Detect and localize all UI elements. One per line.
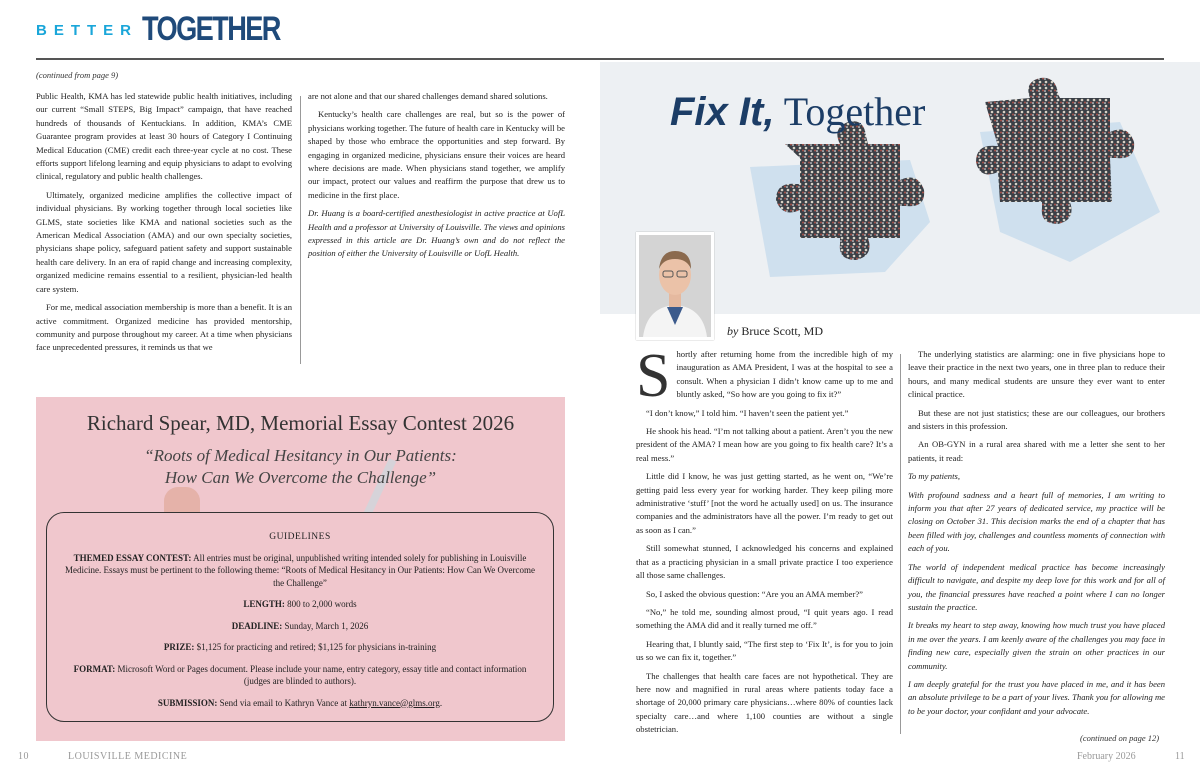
guideline-text: Send via email to Kathryn Vance at bbox=[219, 697, 350, 708]
guidelines-title: GUIDELINES bbox=[269, 532, 331, 542]
issue-date: February 2026 bbox=[1077, 751, 1136, 762]
page-number-right: 11 bbox=[1175, 751, 1185, 762]
guideline-text: . bbox=[439, 697, 443, 708]
guideline-submission bbox=[61, 697, 539, 710]
drop-cap: S bbox=[636, 342, 671, 410]
guideline-text: $1,125 for practicing and retired; $1,125 for physicians in-training bbox=[196, 642, 437, 652]
article-title bbox=[670, 88, 925, 135]
brand-better: BETTER bbox=[36, 22, 138, 39]
paragraph: But these are not just statistics; these are our colleagues, our brothers and sisters in this profession. bbox=[908, 407, 1165, 432]
guideline-deadline bbox=[61, 620, 539, 633]
title-rest: Together bbox=[774, 89, 926, 134]
column-divider bbox=[300, 96, 301, 364]
paragraph: are not alone and that our shared challenges demand shared solutions. bbox=[308, 91, 548, 101]
article-column-1 bbox=[36, 90, 292, 360]
letter-paragraph: It breaks my heart to step away, knowing how much trust you have placed in me over the years. I am keenly aware of the challenges you may face in finding new care, especially given the strain on other practices in our community. bbox=[908, 620, 1165, 671]
guidelines-box bbox=[46, 512, 554, 722]
paragraph: Kentucky’s health care challenges are real, but so is the power of physicians working together. The future of health care in Kentucky will be shaped by those who embrace the opportunities and step forward. By engaging in organized medicine, physicians ensure their voices are heard where decisions are made. When physicians stand together, we amplify our impact, protect our values and reaffirm the purpose that drew us to medicine in the first place. bbox=[308, 109, 565, 200]
essay-contest-subtitle bbox=[36, 445, 565, 489]
paragraph: “No,” he told me, sounding almost proud, “I quit years ago. I read something the AMA did and it really turned me off.” bbox=[636, 606, 893, 631]
paragraph: He shook his head. “I’m not talking about a patient. Aren’t you the new president of the AMA? I mean how are you going to fix health care? It’s a real mess.” bbox=[636, 426, 893, 463]
submission-email-link[interactable]: kathryn.vance@glms.org bbox=[349, 697, 440, 708]
paragraph: Ultimately, organized medicine amplifies the collective impact of individual physicians. By working together through local societies like GLMS, state societies like KMA and national societies such as the American Medical Association (AMA) and our own specialty societies, physicians shape policy, safeguard patient safety and support sustainable health care delivery. In an era of rapid change and increasing complexity, organized medicine remains essential to a resilient, physician-led health care system. bbox=[36, 189, 292, 294]
paragraph bbox=[636, 342, 893, 410]
paragraph: Hearing that, I bluntly said, “The first step to ‘Fix It’, is for you to join us so we can fix it, together.” bbox=[636, 638, 893, 663]
essay-contest-ad bbox=[36, 397, 565, 741]
paragraph: The challenges that health care faces are not hypothetical. They are here now and magnified in rural areas where patients today face a shortage of 20,000 primary care physicians…where 80% of counties lack specialty care…and where 1,100 counties are without a single obstetrician. bbox=[636, 670, 893, 735]
author-portrait bbox=[639, 235, 711, 337]
letter-paragraph: The world of independent medical practice has become increasingly difficult to navigate, and despite my deep love for this work and for all of you, the financial pressures have reached a point where I can no longer sustain the practice. bbox=[908, 561, 1165, 612]
paragraph: “I don’t know,” I told him. “I haven’t seen the patient yet.” bbox=[646, 407, 849, 418]
guideline-text: Microsoft Word or Pages document. Please include your name, entry category, essay title and contact information (judges are blinded to authors). bbox=[117, 663, 527, 686]
subtitle-line: “Roots of Medical Hesitancy in Our Patients: bbox=[144, 446, 457, 465]
letter-paragraph: To my patients, bbox=[908, 471, 960, 482]
paragraph: Still somewhat stunned, I acknowledged his concerns and explained that as a practicing physician in a small private practice I too experience all those same challenges. bbox=[636, 543, 893, 581]
article-column-3 bbox=[636, 342, 893, 742]
guideline-text: 800 to 2,000 words bbox=[287, 599, 357, 609]
continued-from: (continued from page 9) bbox=[36, 70, 119, 80]
subtitle-line: How Can We Overcome the Challenge” bbox=[164, 468, 437, 487]
article-column-4 bbox=[908, 348, 1165, 723]
article-column-2 bbox=[308, 90, 565, 266]
opening-text: hortly after returning home from the incredible high of my inauguration as AMA President, I was at the hospital to see a consult. When a physician I didn’t know came up to me and bluntly asked, “So how are you going to fix it?” bbox=[676, 349, 893, 400]
paragraph: An OB-GYN in a rural area shared with me a letter she sent to her patients, it read: bbox=[908, 439, 1165, 463]
column-divider bbox=[900, 354, 901, 734]
title-bold: Fix It, bbox=[670, 90, 775, 134]
guideline-text: Sunday, March 1, 2026 bbox=[284, 620, 369, 631]
guideline-label: DEADLINE: bbox=[231, 620, 283, 631]
paragraph: Public Health, KMA has led statewide public health initiatives, including our current “Small STEPS, Big Impact” campaign, that have reached hundreds of thousands of Kentuckians. In addition, KMA’s CME Guarantee program provides at least 30 hours of Category I Continuing Medical Education (CME) credit each three-year cycle at no cost. These efforts support lifelong learning and equip physicians to adapt to evolving clinical, regulatory and public health challenges. bbox=[36, 91, 292, 182]
author-photo bbox=[636, 232, 714, 340]
guideline-format bbox=[61, 663, 539, 688]
author-bio: Dr. Huang is a board-certified anesthesiologist in active practice at UofL Health and a professor at University of Louisville. The views and opinions expressed in this article are Dr. Huang’s own and do not reflect the position of either the University of Louisville or UofL Health. bbox=[308, 208, 565, 259]
publication-name: LOUISVILLE MEDICINE bbox=[68, 751, 188, 762]
guideline-label: FORMAT: bbox=[73, 663, 116, 674]
byline bbox=[727, 324, 823, 339]
brand-together: TOGETHER bbox=[142, 10, 280, 48]
guideline-label: LENGTH: bbox=[243, 599, 285, 609]
byline-by: by bbox=[727, 324, 739, 338]
paragraph: Little did I know, he was just getting started, as he went on, “We’re getting paid less every year for working harder. They keep piling more administrative ‘stuff’ [not the word he actually used] on us. The insurance companies and the administrators have all the power. I’m ready to get out as soon as I can.” bbox=[636, 471, 893, 535]
guideline-prize bbox=[61, 641, 539, 654]
paragraph: So, I asked the obvious question: “Are you an AMA member?” bbox=[646, 588, 863, 599]
page-number-left: 10 bbox=[18, 751, 29, 762]
essay-contest-title: Richard Spear, MD, Memorial Essay Contest 2026 bbox=[86, 411, 515, 435]
letter-paragraph: I am deeply grateful for the trust you have placed in me, and it has been an absolute privilege to be a part of your lives. Thank you for allowing me to be your doctor, your confidant and your advocate. bbox=[908, 678, 1165, 716]
guideline-label: SUBMISSION: bbox=[157, 697, 218, 708]
byline-author: Bruce Scott, MD bbox=[738, 324, 823, 338]
guideline-themed bbox=[61, 552, 539, 590]
guideline-text: All entries must be original, unpublished writing intended solely for publishing in Louisville Medicine. Essays must be pertinent to the following theme: “Roots of Medical Hesitancy in Our Patients: How Can We Overcome the Challenge” bbox=[64, 552, 535, 588]
guideline-label: THEMED ESSAY CONTEST: bbox=[73, 552, 192, 563]
letter-paragraph: With profound sadness and a heart full of memories, I am writing to inform you that after 27 years of dedicated service, my practice will be closing on October 31. This decision marks the end of a chapter that has been filled with joy, challenges and countless moments of connection with each of you. bbox=[908, 489, 1165, 554]
header-rule bbox=[36, 58, 1164, 60]
paragraph: The underlying statistics are alarming: one in five physicians hope to leave their practice in the next two years, one in three plan to reduce their hours, and many medical students are unsure they ever want to enter clinical practice. bbox=[908, 349, 1165, 400]
paragraph: For me, medical association membership is more than a benefit. It is an active commitment. Organized medicine has provided mentorship, community and purpose throughout my career. At a time when physicians face unprecedented pressures, it reminds us that we bbox=[36, 302, 292, 353]
guideline-length bbox=[61, 598, 539, 611]
guideline-label: PRIZE: bbox=[163, 642, 195, 652]
continued-on: (continued on page 12) bbox=[1080, 733, 1160, 743]
